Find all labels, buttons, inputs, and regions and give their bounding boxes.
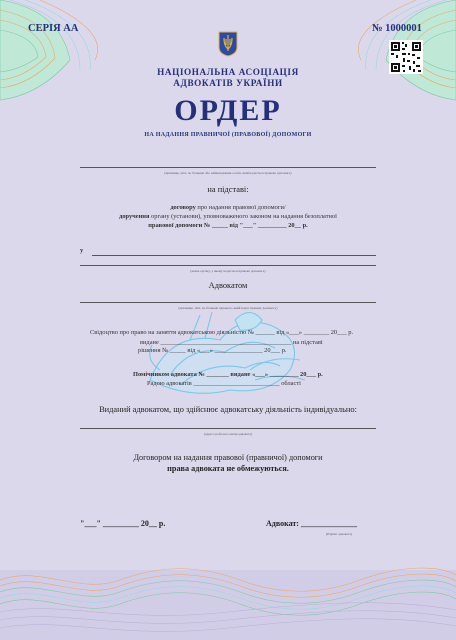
order-line bbox=[0, 213, 456, 220]
document-number: № 1000001 bbox=[372, 23, 422, 34]
individual-practice-text: Виданий адвокатом, що здійснює адвокатську діяльність індивідуально: bbox=[99, 405, 357, 414]
contract-bold: договору bbox=[170, 204, 196, 211]
bottom-ornament bbox=[0, 560, 456, 640]
assistant-text: Помічником адвоката № _______ видане «___» _________ 20___ р. bbox=[133, 371, 323, 378]
certificate-issued-line: видане _________________________________________ на підставі bbox=[140, 339, 323, 346]
order-rest: органу (установи), уповноваженого законом на надання безоплатної bbox=[149, 213, 337, 220]
advocate-caption: (прізвище, ім'я, по батькові адвоката, який надає правову допомогу) bbox=[178, 306, 278, 310]
signature-caption: (Підпис адвоката) bbox=[326, 532, 353, 536]
organization-name-line2: АДВОКАТІВ УКРАЇНИ bbox=[173, 78, 283, 88]
advocate-label: Адвокатом bbox=[208, 281, 248, 290]
organ-caption: (назва органу, у якому надається правова допомога) bbox=[190, 269, 266, 273]
contract-notice: Договором на надання правової (правничої) допомоги bbox=[133, 453, 323, 462]
assistant-line bbox=[133, 371, 323, 378]
council-line: Радою адвокатів ___________________________ області bbox=[147, 380, 301, 387]
organ-line-1[interactable] bbox=[92, 255, 376, 256]
advocate-signature-line[interactable]: Адвокат: ______________ bbox=[266, 519, 357, 528]
client-line[interactable] bbox=[80, 167, 376, 168]
order-bold: доручення bbox=[119, 213, 150, 220]
document-title: ОРДЕР bbox=[174, 94, 282, 127]
document-subtitle: НА НАДАННЯ ПРАВНИЧОЇ (ПРАВОВОЇ) ДОПОМОГИ bbox=[144, 132, 312, 138]
not-limited-notice: права адвоката не обмежуються. bbox=[167, 464, 289, 473]
series-label: СЕРІЯ АА bbox=[28, 23, 79, 34]
client-caption: (прізвище, ім'я, по батькові або найменування особи, якій надається правова допомога) bbox=[164, 171, 292, 175]
help-number-line: правової допомоги № _____ від "___" _________ 20__ р. bbox=[148, 222, 308, 229]
workplace-caption: (адреса робочого місця адвоката) bbox=[203, 432, 253, 436]
workplace-line[interactable] bbox=[80, 428, 376, 429]
contract-rest: про надання правової допомоги/ bbox=[195, 204, 286, 211]
advocate-line[interactable] bbox=[80, 302, 376, 303]
watermark-icon bbox=[130, 300, 330, 410]
organ-line-2[interactable] bbox=[80, 265, 376, 266]
certificate-line: Свідоцтво про право на заняття адвокатською діяльністю № ______ від «___» ________ 20___ р. bbox=[90, 329, 354, 336]
footer-date-line[interactable]: "___" _________ 20__ р. bbox=[80, 519, 166, 528]
in-prefix: у bbox=[80, 247, 84, 254]
contract-line bbox=[0, 204, 456, 211]
decision-line: рішення № _____ від «___» _______________ 20___ р. bbox=[138, 347, 287, 354]
organization-name-line1: НАЦІОНАЛЬНА АСОЦІАЦІЯ bbox=[157, 67, 299, 77]
basis-label: на підставі: bbox=[207, 185, 249, 194]
emblem-icon bbox=[218, 31, 238, 57]
